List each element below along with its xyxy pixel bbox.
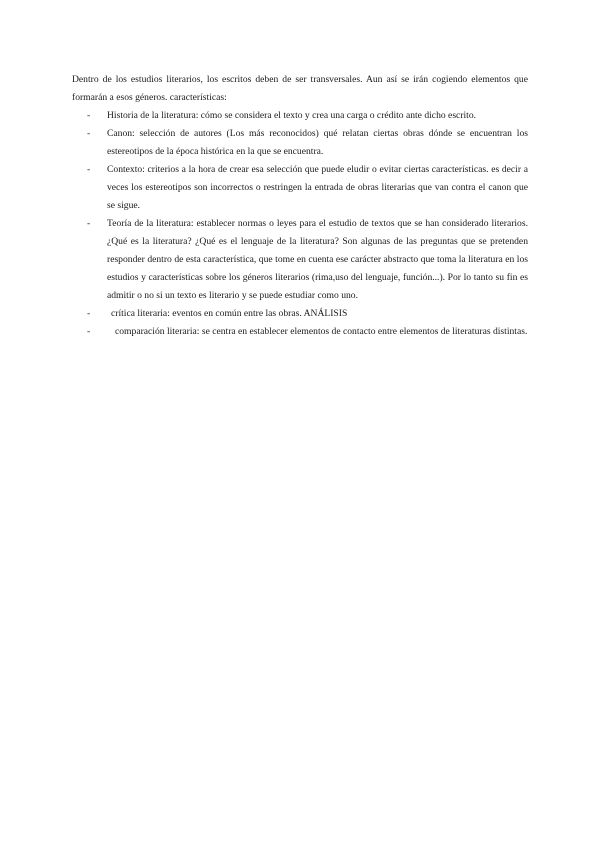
intro-paragraph: Dentro de los estudios literarios, los escritos deben de ser transversales. Aun así se irán cogiendo elementos que formarán a esos géneros. características: <box>72 74 528 103</box>
bullet-dash: - <box>87 164 91 175</box>
list-item-text: Historia de la literatura: cómo se considera el texto y crea una carga o crédito ante dicho escrito. <box>107 110 477 121</box>
bullet-dash: - <box>87 326 91 337</box>
list-item-text: Canon: selección de autores (Los más reconocidos) qué relatan ciertas obras dónde se encuentran los estereotipos de la época histórica en la que se encuentra. <box>107 128 528 157</box>
list-item-text: crítica literaria: eventos en común entre las obras. ANÁLISIS <box>111 308 348 319</box>
list-item-text: Teoría de la literatura: establecer normas o leyes para el estudio de textos que se han considerado literarios. ¿Qué es la literatura? ¿Qué es el lenguaje de la literatura? Son algunas de las preguntas que se pretenden responder dentro de esta característica, que tome en cuenta ese carácter abstracto que toma la literatura en los estudios y características sobre los géneros literarios (rima,uso del lenguaje, función...). Por lo tanto su fin es admitir o no si un texto es literario y se puede estudiar como uno. <box>107 218 528 301</box>
list-item <box>72 323 528 341</box>
list-item <box>72 125 528 161</box>
bullet-dash: - <box>87 128 91 139</box>
list-item <box>72 215 528 305</box>
list-item <box>72 107 528 125</box>
list-item <box>72 305 528 323</box>
bullet-dash: - <box>87 218 91 229</box>
document-body <box>72 71 528 341</box>
list-item-text: comparación literaria: se centra en establecer elementos de contacto entre elementos de literaturas distintas. <box>115 326 528 337</box>
bullet-dash: - <box>87 110 91 121</box>
list-item <box>72 161 528 215</box>
bullet-dash: - <box>87 308 91 319</box>
list-item-text: Contexto: criterios a la hora de crear esa selección que puede eludir o evitar ciertas características. es decir a veces los estereotipos son incorrectos o restringen la entrada de obras literarias que van contra el canon que se sigue. <box>107 164 528 211</box>
characteristics-list <box>72 107 528 341</box>
